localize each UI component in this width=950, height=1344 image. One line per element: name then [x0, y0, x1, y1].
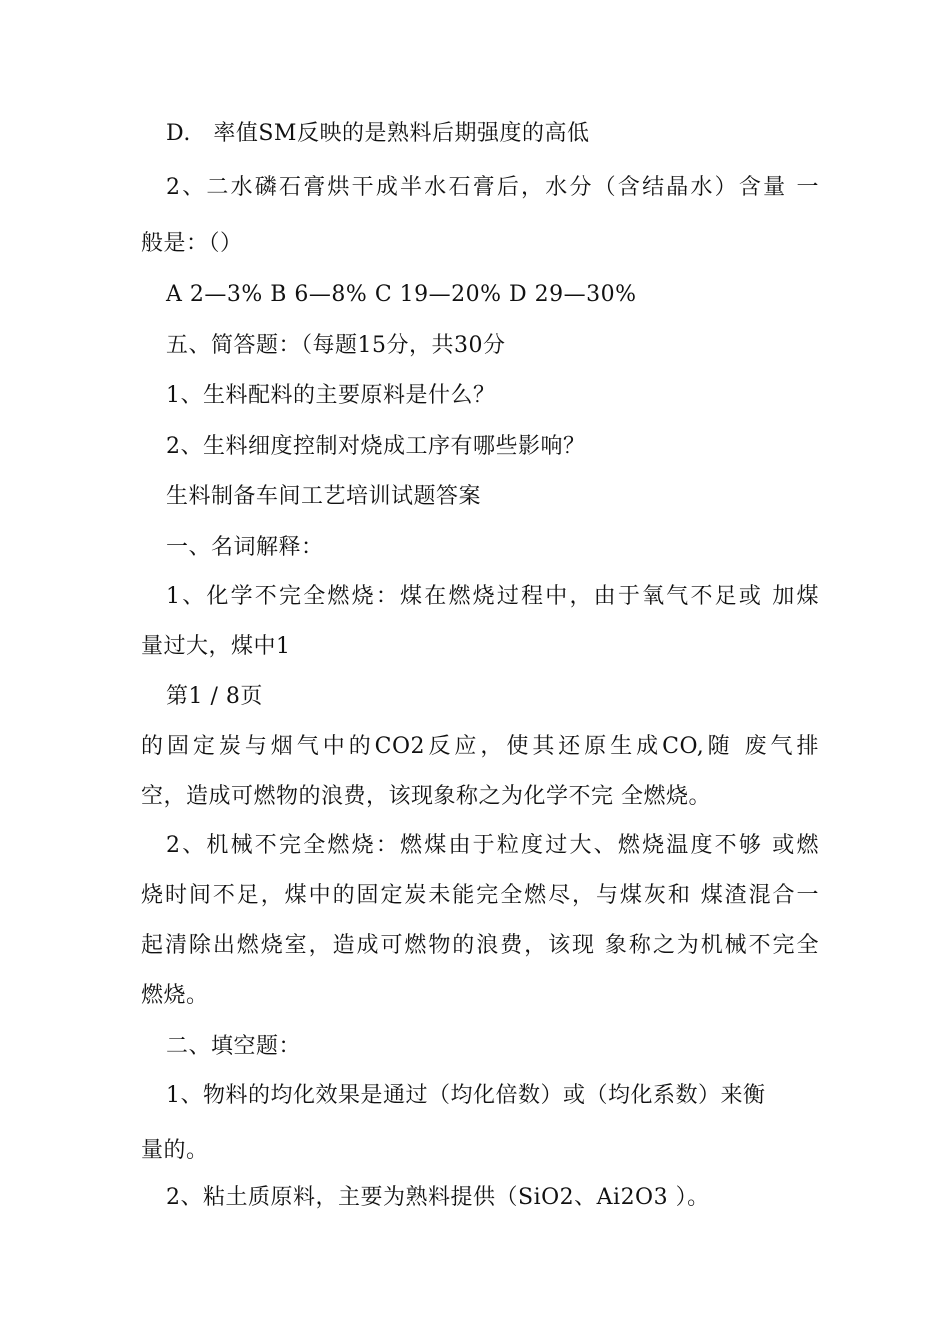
answer-title: 生料制备车间工艺培训试题答案 — [166, 484, 482, 509]
answer-1-line-4: 空，造成可燃物的浪费，该现象称之为化学不完 全燃烧。 — [141, 784, 711, 809]
fill-answer-1-line-2: 量的。 — [141, 1138, 209, 1163]
answer-2-line-4: 燃烧。 — [141, 983, 209, 1008]
answer-2-line-2: 烧时间不足，煤中的固定炭未能完全燃尽，与煤灰和 煤渣混合一 — [141, 883, 819, 908]
question-2-line-2: 般是：（） — [141, 231, 243, 256]
short-question-1: 1、生料配料的主要原料是什么？ — [166, 383, 496, 408]
question-2-line-1: 2、二水磷石膏烘干成半水石膏后，水分（含结晶水）含量 一 — [166, 175, 819, 200]
question-2-options: A 2—3% B 6—8% C 19—20% D 29—30% — [166, 282, 637, 307]
fill-answer-1-line-1: 1、物料的均化效果是通过（均化倍数）或（均化系数）来衡 — [166, 1083, 766, 1108]
answer-section-2-heading: 二、填空题： — [166, 1034, 302, 1059]
page-number: 第1 / 8页 — [166, 684, 263, 709]
answer-1-line-2: 量过大，煤中1 — [141, 634, 291, 659]
option-d-line: D. 率值SM反映的是熟料后期强度的高低 — [166, 121, 590, 146]
answer-2-line-3: 起清除出燃烧室，造成可燃物的浪费，该现 象称之为机械不完全 — [141, 933, 819, 958]
fill-answer-2: 2、粘土质原料，主要为熟料提供（SiO2、Ai2O3 ）。 — [166, 1185, 710, 1210]
answer-2-line-1: 2、机械不完全燃烧：燃煤由于粒度过大、燃烧温度不够 或燃 — [166, 833, 819, 858]
section-5-heading: 五、简答题：（每题15分，共30分 — [166, 333, 506, 358]
answer-section-1-heading: 一、名词解释： — [166, 535, 324, 560]
short-question-2: 2、生料细度控制对烧成工序有哪些影响？ — [166, 434, 586, 459]
answer-1-line-3: 的固定炭与烟气中的CO2反应，使其还原生成CO,随 废气排 — [141, 734, 819, 759]
answer-1-line-1: 1、化学不完全燃烧：煤在燃烧过程中，由于氧气不足或 加煤 — [166, 584, 819, 609]
